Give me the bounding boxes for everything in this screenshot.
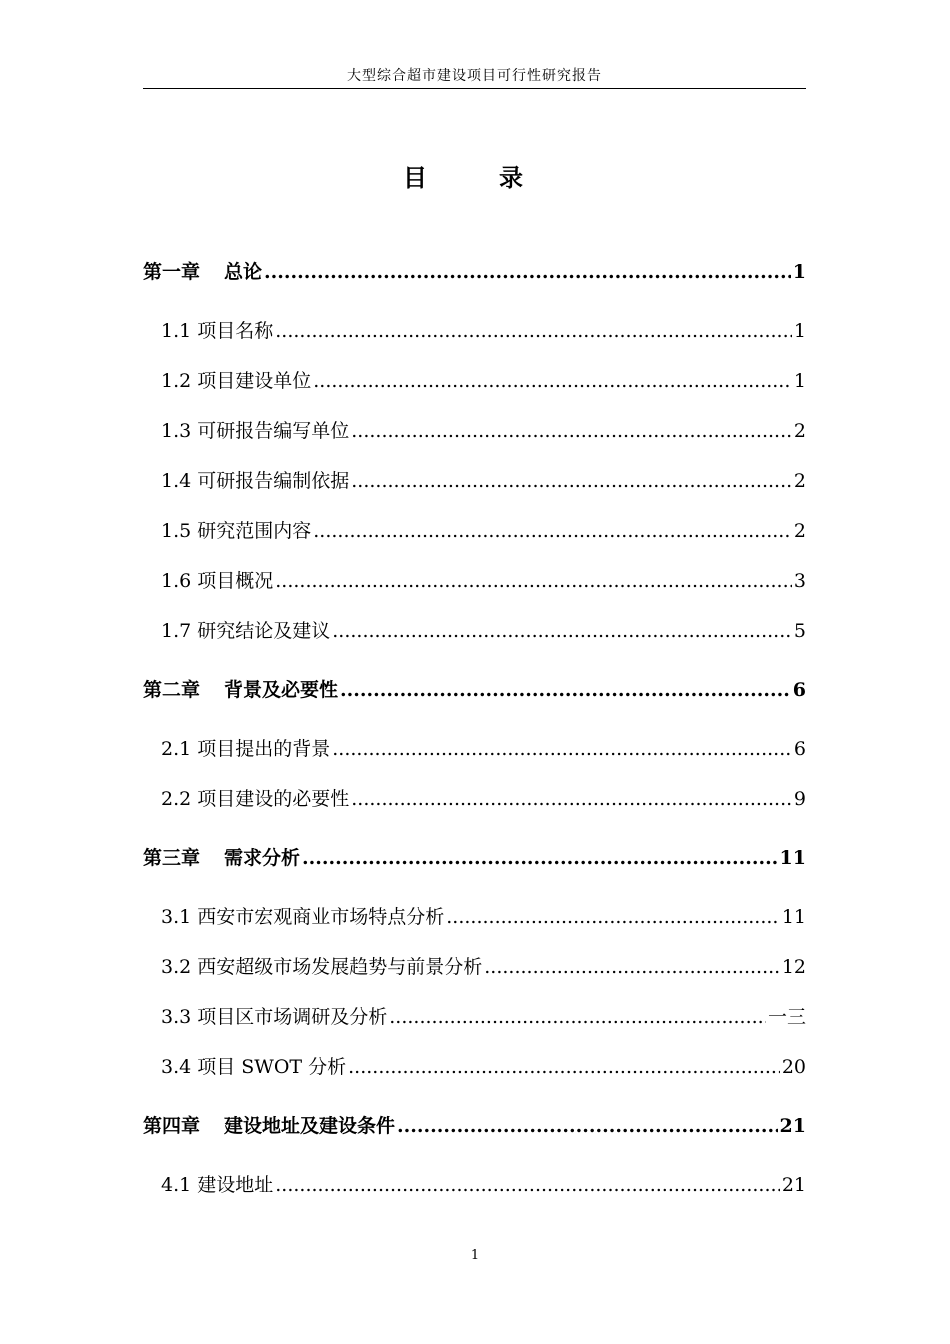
toc-page-number: 9	[793, 788, 806, 810]
toc-section-title: 3.4 项目 SWOT 分析	[161, 1056, 347, 1078]
toc-page-number: 12	[781, 956, 806, 978]
toc-chapter-entry[interactable]	[143, 1108, 806, 1138]
toc-leader-dots	[332, 740, 792, 761]
toc-section-title: 3.2 西安超级市场发展趋势与前景分析	[161, 956, 483, 978]
toc-section-entry[interactable]	[161, 513, 806, 543]
running-header: 大型综合超市建设项目可行性研究报告	[143, 66, 806, 89]
toc-section-entry[interactable]	[161, 413, 806, 443]
toc-section-entry[interactable]	[161, 781, 806, 811]
toc-section-entry[interactable]	[161, 313, 806, 343]
toc-leader-dots	[348, 1058, 780, 1079]
toc-leader-dots	[302, 849, 778, 870]
toc-leader-dots	[351, 790, 792, 811]
toc-leader-dots	[313, 522, 792, 543]
toc-section-title: 2.1 项目提出的背景	[161, 738, 331, 760]
toc-section-title: 2.2 项目建设的必要性	[161, 788, 350, 810]
toc-leader-dots	[275, 1176, 780, 1197]
toc-section-title: 3.1 西安市宏观商业市场特点分析	[161, 906, 445, 928]
toc-section-entry[interactable]	[161, 899, 806, 929]
toc-chapter-number: 第一章	[143, 261, 201, 283]
toc-page-number: 20	[781, 1056, 806, 1078]
toc-page-number: 5	[793, 620, 806, 642]
toc-leader-dots	[446, 908, 780, 929]
toc-section-entry[interactable]	[161, 949, 806, 979]
toc-page-number: 2	[793, 470, 806, 492]
toc-chapter-entry[interactable]	[143, 254, 806, 284]
toc-leader-dots	[484, 958, 780, 979]
toc-section-title: 1.6 项目概况	[161, 570, 274, 592]
toc-chapter-number: 第四章	[143, 1115, 201, 1137]
toc-chapter-title: 建设地址及建设条件	[224, 1115, 396, 1137]
toc-page-number: 21	[779, 1115, 806, 1137]
toc-section-title: 1.7 研究结论及建议	[161, 620, 331, 642]
toc-section-entry[interactable]	[161, 1167, 806, 1197]
toc-chapter-title: 需求分析	[224, 847, 301, 869]
toc-leader-dots	[351, 472, 792, 493]
toc-leader-dots	[264, 263, 791, 284]
toc-section-entry[interactable]	[161, 613, 806, 643]
toc-leader-dots	[332, 622, 792, 643]
toc-page-number: 一三	[767, 1006, 806, 1028]
toc-page-number: 6	[792, 679, 806, 701]
toc-section-entry[interactable]	[161, 463, 806, 493]
toc-chapter-title: 背景及必要性	[224, 679, 339, 701]
toc-page-number: 1	[793, 370, 806, 392]
toc-section-title: 4.1 建设地址	[161, 1174, 274, 1196]
toc-chapter-entry[interactable]	[143, 672, 806, 702]
toc-section-title: 1.1 项目名称	[161, 320, 274, 342]
toc-section-entry[interactable]	[161, 1049, 806, 1079]
toc-section-entry[interactable]	[161, 731, 806, 761]
toc-page-number: 1	[792, 261, 806, 283]
toc-leader-dots	[397, 1117, 778, 1138]
toc-page-number: 3	[793, 570, 806, 592]
toc-section-title: 1.5 研究范围内容	[161, 520, 312, 542]
toc-chapter-number: 第三章	[143, 847, 201, 869]
toc-leader-dots	[351, 422, 792, 443]
toc-title: 目 录	[403, 163, 547, 192]
toc-section-entry[interactable]	[161, 999, 806, 1029]
toc-page-number: 2	[793, 420, 806, 442]
toc-chapter-entry[interactable]	[143, 840, 806, 870]
toc-section-entry[interactable]	[161, 363, 806, 393]
toc-page-number: 6	[793, 738, 806, 760]
toc-page-number: 21	[781, 1174, 806, 1196]
toc-section-title: 1.4 可研报告编制依据	[161, 470, 350, 492]
toc-page-number: 11	[779, 847, 806, 869]
toc-leader-dots	[340, 681, 791, 702]
toc-section-title: 3.3 项目区市场调研及分析	[161, 1006, 388, 1028]
toc-section-title: 1.3 可研报告编写单位	[161, 420, 350, 442]
page-number: 1	[470, 1248, 480, 1263]
toc-page-number: 1	[793, 320, 806, 342]
toc-leader-dots	[313, 372, 792, 393]
toc-leader-dots	[389, 1008, 766, 1029]
toc-page-number: 11	[781, 906, 806, 928]
toc-chapter-title: 总论	[224, 261, 263, 283]
toc-chapter-number: 第二章	[143, 679, 201, 701]
toc-leader-dots	[275, 322, 792, 343]
toc-leader-dots	[275, 572, 792, 593]
toc-page-number: 2	[793, 520, 806, 542]
toc-section-entry[interactable]	[161, 563, 806, 593]
toc-section-title: 1.2 项目建设单位	[161, 370, 312, 392]
